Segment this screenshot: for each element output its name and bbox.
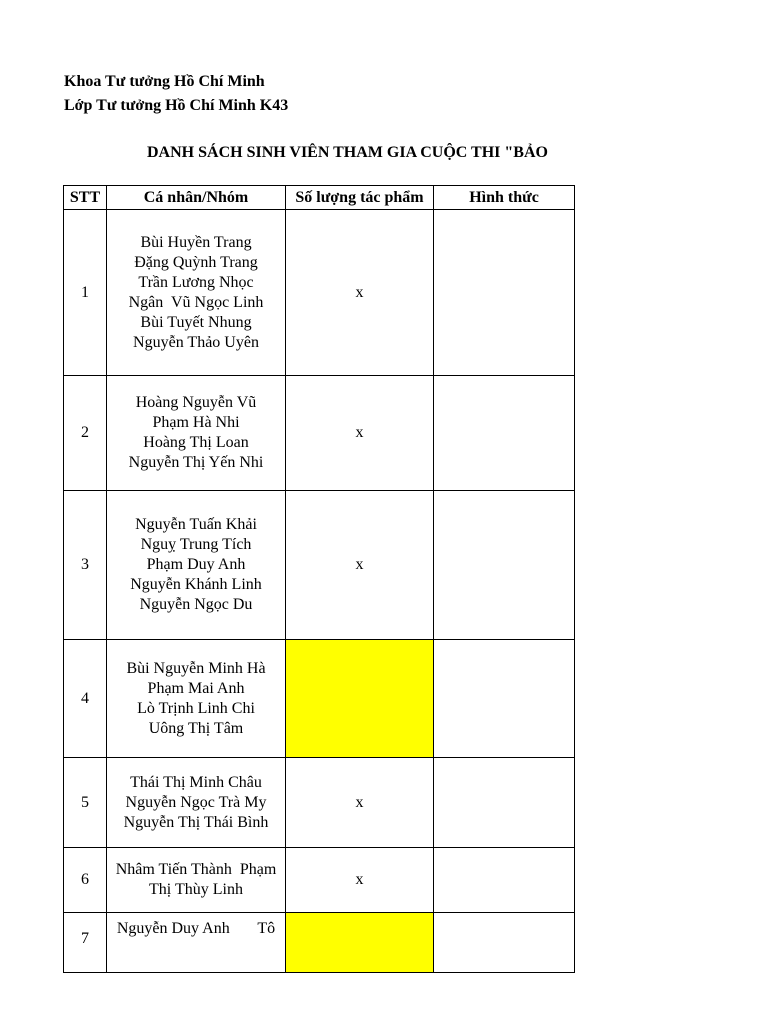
table-header-row — [64, 186, 575, 210]
header-stt: STT — [64, 186, 107, 210]
row-form — [434, 758, 575, 848]
document-title: DANH SÁCH SINH VIÊN THAM GIA CUỘC THI "BẢO — [147, 144, 548, 161]
member-name: Ngân Vũ Ngọc Linh — [128, 293, 264, 311]
row-names — [107, 491, 286, 640]
faculty-name: Khoa Tư tưởng Hồ Chí Minh — [64, 73, 265, 90]
member-name: Uông Thị Tâm — [148, 719, 244, 737]
row-form — [434, 210, 575, 376]
row-stt: 6 — [64, 848, 107, 913]
row-names — [107, 848, 286, 913]
member-name: Bùi Nguyễn Minh Hà — [126, 659, 266, 677]
row-qty: x — [286, 491, 434, 640]
row-form — [434, 640, 575, 758]
header-name: Cá nhân/Nhóm — [107, 186, 286, 210]
member-name: Thái Thị Minh Châu — [130, 773, 262, 791]
row-qty: x — [286, 758, 434, 848]
table-row — [64, 210, 575, 376]
row-stt: 1 — [64, 210, 107, 376]
table-row — [64, 758, 575, 848]
row-stt: 5 — [64, 758, 107, 848]
row-qty — [286, 640, 434, 758]
member-name: Bùi Huyền Trang — [140, 233, 252, 251]
row-qty: x — [286, 210, 434, 376]
member-name: Nguỵ Trung Tích — [140, 536, 252, 553]
table-row — [64, 640, 575, 758]
row-names — [107, 376, 286, 491]
row-stt: 3 — [64, 491, 107, 640]
table-row — [64, 913, 575, 973]
row-form — [434, 848, 575, 913]
row-names — [107, 913, 286, 973]
row-stt: 2 — [64, 376, 107, 491]
member-name: Nguyễn Ngọc Trà My — [125, 793, 267, 811]
row-form — [434, 913, 575, 973]
class-name: Lớp Tư tưởng Hồ Chí Minh K43 — [64, 97, 289, 114]
member-name: Nhâm Tiến Thành Phạm — [115, 861, 277, 878]
member-name: Nguyễn Duy Anh Tô — [116, 920, 276, 937]
member-name: Phạm Hà Nhi — [152, 414, 240, 431]
member-name: Đặng Quỳnh Trang — [134, 253, 258, 271]
row-names — [107, 640, 286, 758]
row-qty: x — [286, 848, 434, 913]
member-name: Nguyễn Ngọc Du — [139, 596, 253, 613]
member-name: Nguyễn Thị Thái Bình — [123, 813, 269, 831]
header-form: Hình thức — [434, 186, 575, 210]
row-stt: 7 — [64, 913, 107, 973]
row-form — [434, 491, 575, 640]
member-name: Bùi Tuyết Nhung — [140, 313, 252, 331]
member-name: Nguyễn Thảo Uyên — [133, 333, 259, 351]
row-names — [107, 758, 286, 848]
member-name: Nguyễn Tuấn Khải — [135, 516, 257, 533]
member-name: Lò Trịnh Linh Chi — [137, 699, 255, 717]
member-name: Phạm Duy Anh — [146, 556, 246, 573]
participants-table — [63, 185, 575, 973]
member-name: Nguyễn Thị Yến Nhi — [128, 454, 264, 471]
row-names — [107, 210, 286, 376]
row-qty: x — [286, 376, 434, 491]
table-row — [64, 376, 575, 491]
member-name: Nguyễn Khánh Linh — [130, 576, 262, 593]
member-name: Phạm Mai Anh — [147, 679, 245, 697]
row-form — [434, 376, 575, 491]
member-name: Thị Thùy Linh — [149, 881, 243, 898]
table-row — [64, 848, 575, 913]
row-stt: 4 — [64, 640, 107, 758]
table-row — [64, 491, 575, 640]
header-qty: Số lượng tác phẩm — [286, 186, 434, 210]
member-name: Trần Lương Nhọc — [138, 273, 254, 291]
member-name: Hoàng Nguyễn Vũ — [135, 394, 257, 411]
row-qty — [286, 913, 434, 973]
member-name: Hoàng Thị Loan — [143, 434, 249, 451]
